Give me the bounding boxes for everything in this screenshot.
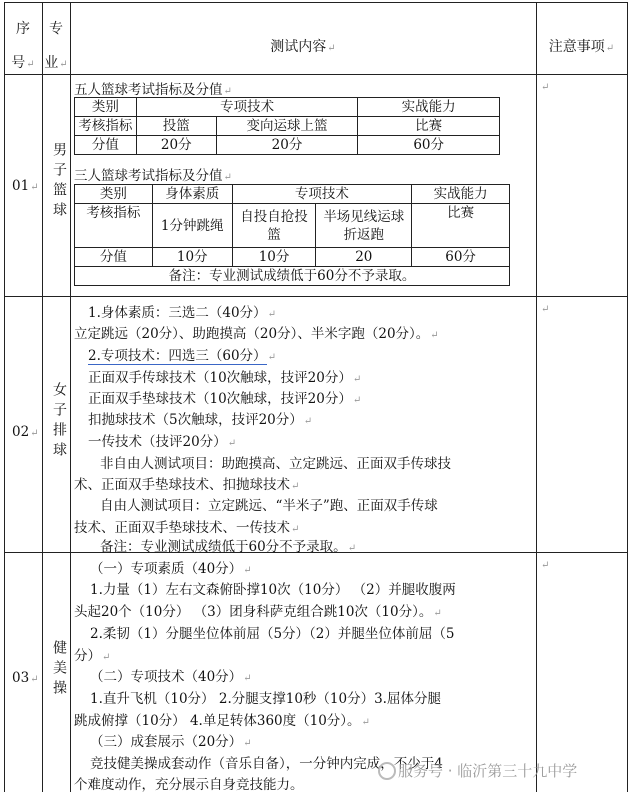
- three-run: 半场见线运球折返跑: [316, 204, 412, 248]
- five-score-label: 分值: [75, 136, 137, 155]
- three-rope: 1分钟跳绳: [152, 204, 232, 248]
- vb-line-10: 自由人测试项目：立定跳远、“半米子”跑、正面双手传球: [100, 498, 438, 514]
- three-rope-score: 10分: [152, 248, 232, 267]
- row03-id: 03↵: [12, 670, 39, 686]
- three-match-score: 60分: [412, 248, 510, 267]
- vb-line-11: 技术、正面双手垫球技术、一传技术↵: [74, 520, 300, 536]
- aero-line-5: 分）↵: [74, 648, 111, 664]
- aero-line-3: 头起20个（10分） （3）团身科萨克组合跳10次（10分）。↵: [74, 604, 442, 620]
- aero-line-10: 竞技健美操成套动作（音乐自备），一分钟内完成，不少于4: [90, 756, 443, 772]
- vb-line-9: 术、正面双手垫球技术、扣抛球技术↵: [74, 477, 300, 493]
- header-major-2: 业↵: [44, 55, 68, 71]
- three-shoot: 自投自抢投篮: [232, 204, 316, 248]
- five-person-table: [74, 97, 500, 155]
- aero-line-11: 个难度动作，充分展示自身竞技能力。: [74, 777, 304, 793]
- five-shot-score: 20分: [136, 136, 216, 155]
- vb-line-4: 正面双手传球技术（10次触球，技评20分）↵: [88, 370, 362, 386]
- five-skill-label: 专项技术: [136, 98, 357, 117]
- five-shot: 投篮: [136, 117, 216, 136]
- row02-major: 女子排球: [51, 382, 67, 462]
- three-title: 三人篮球考试指标及分值↵: [74, 168, 232, 184]
- aero-line-7: 1.直升飞机（10分） 2.分腿支撑10秒（10分）3.屈体分腿: [90, 691, 441, 707]
- aero-line-2: 1.力量（1）左右文森俯卧撑10次（10分） （2）并腿收腹两: [90, 582, 456, 598]
- three-shoot-score: 10分: [232, 248, 316, 267]
- three-combat-label: 实战能力: [412, 185, 510, 204]
- five-dribble-score: 20分: [216, 136, 358, 155]
- aero-line-8: 跳成俯撑（10分） 4.单足转体360度（10分）。↵: [74, 713, 370, 729]
- vb-line-12: 备注：专业测试成绩低于60分不予录取。↵: [100, 539, 357, 555]
- vb-line-3: 2.专项技术：四选三（60分）↵: [88, 348, 276, 364]
- aero-line-1: （一）专项素质（40分）↵: [90, 561, 252, 577]
- three-match: 比赛: [412, 204, 510, 248]
- five-title: 五人篮球考试指标及分值↵: [74, 82, 232, 98]
- vb-line-6: 扣抛球技术（5次触球，技评20分）↵: [88, 412, 313, 428]
- aero-line-6: （二）专项技术（40分）↵: [90, 669, 252, 685]
- three-body-label: 身体素质: [152, 185, 232, 204]
- five-match-score: 60分: [358, 136, 500, 155]
- row01-id: 01↵: [12, 178, 39, 194]
- header-bottom-border: [4, 74, 628, 75]
- row03-major: 健美操: [51, 640, 67, 700]
- aero-line-4: 2.柔韧（1）分腿坐位体前屈（5分）（2）并腿坐位体前屈（5: [90, 626, 455, 642]
- row1-bottom-border: [4, 296, 628, 297]
- table-left-border: [4, 2, 5, 792]
- vb-line-2: 立定跳远（20分）、助跑摸高（20分）、半米字跑（20分）。↵: [74, 326, 439, 342]
- three-skill-label: 专项技术: [232, 185, 412, 204]
- watermark: 服务号 · 临沂第三十九中学: [398, 762, 578, 780]
- header-seq-1: 序: [16, 21, 30, 37]
- vb-line-1: 1.身体素质：三选二（40分）↵: [88, 305, 276, 321]
- aero-line-9: （三）成套展示（20分）↵: [90, 734, 252, 750]
- five-dribble: 变向运球上篮: [216, 117, 358, 136]
- header-seq-2: 号↵: [11, 55, 35, 71]
- header-notes: 注意事项↵: [548, 39, 615, 55]
- vb-line-5: 正面双手垫球技术（10次触球，技评20分）↵: [88, 391, 362, 407]
- five-cat-label: 类别: [75, 98, 137, 117]
- vb-line-7: 一传技术（技评20分）↵: [88, 434, 237, 450]
- vb-line-8: 非自由人测试项目：助跑摸高、立定跳远、正面双手传球技: [100, 456, 451, 472]
- three-person-table: [74, 184, 510, 286]
- row01-notes-mark: ↵: [541, 82, 550, 93]
- three-index-label: 考核指标: [75, 204, 153, 248]
- table-top-border: [4, 2, 628, 3]
- header-content: 测试内容↵: [270, 39, 336, 55]
- row01-major: 男子篮球: [51, 142, 67, 222]
- row03-notes-mark: ↵: [541, 560, 550, 571]
- five-index-label: 考核指标: [75, 117, 137, 136]
- wechat-icon: [378, 762, 396, 780]
- table-right-border: [627, 2, 628, 792]
- five-match: 比赛: [358, 117, 500, 136]
- col-divider-1: [42, 2, 43, 792]
- three-score-label: 分值: [75, 248, 153, 267]
- col-divider-3: [536, 2, 537, 792]
- col-divider-2: [70, 2, 71, 792]
- three-note: 备注：专业测试成绩低于60分不予录取。: [75, 267, 510, 286]
- three-cat-label: 类别: [75, 185, 153, 204]
- five-combat-label: 实战能力: [358, 98, 500, 117]
- row02-notes-mark: ↵: [541, 304, 550, 315]
- three-run-score: 20: [316, 248, 412, 267]
- header-major-1: 专: [49, 21, 63, 37]
- row02-id: 02↵: [12, 424, 39, 440]
